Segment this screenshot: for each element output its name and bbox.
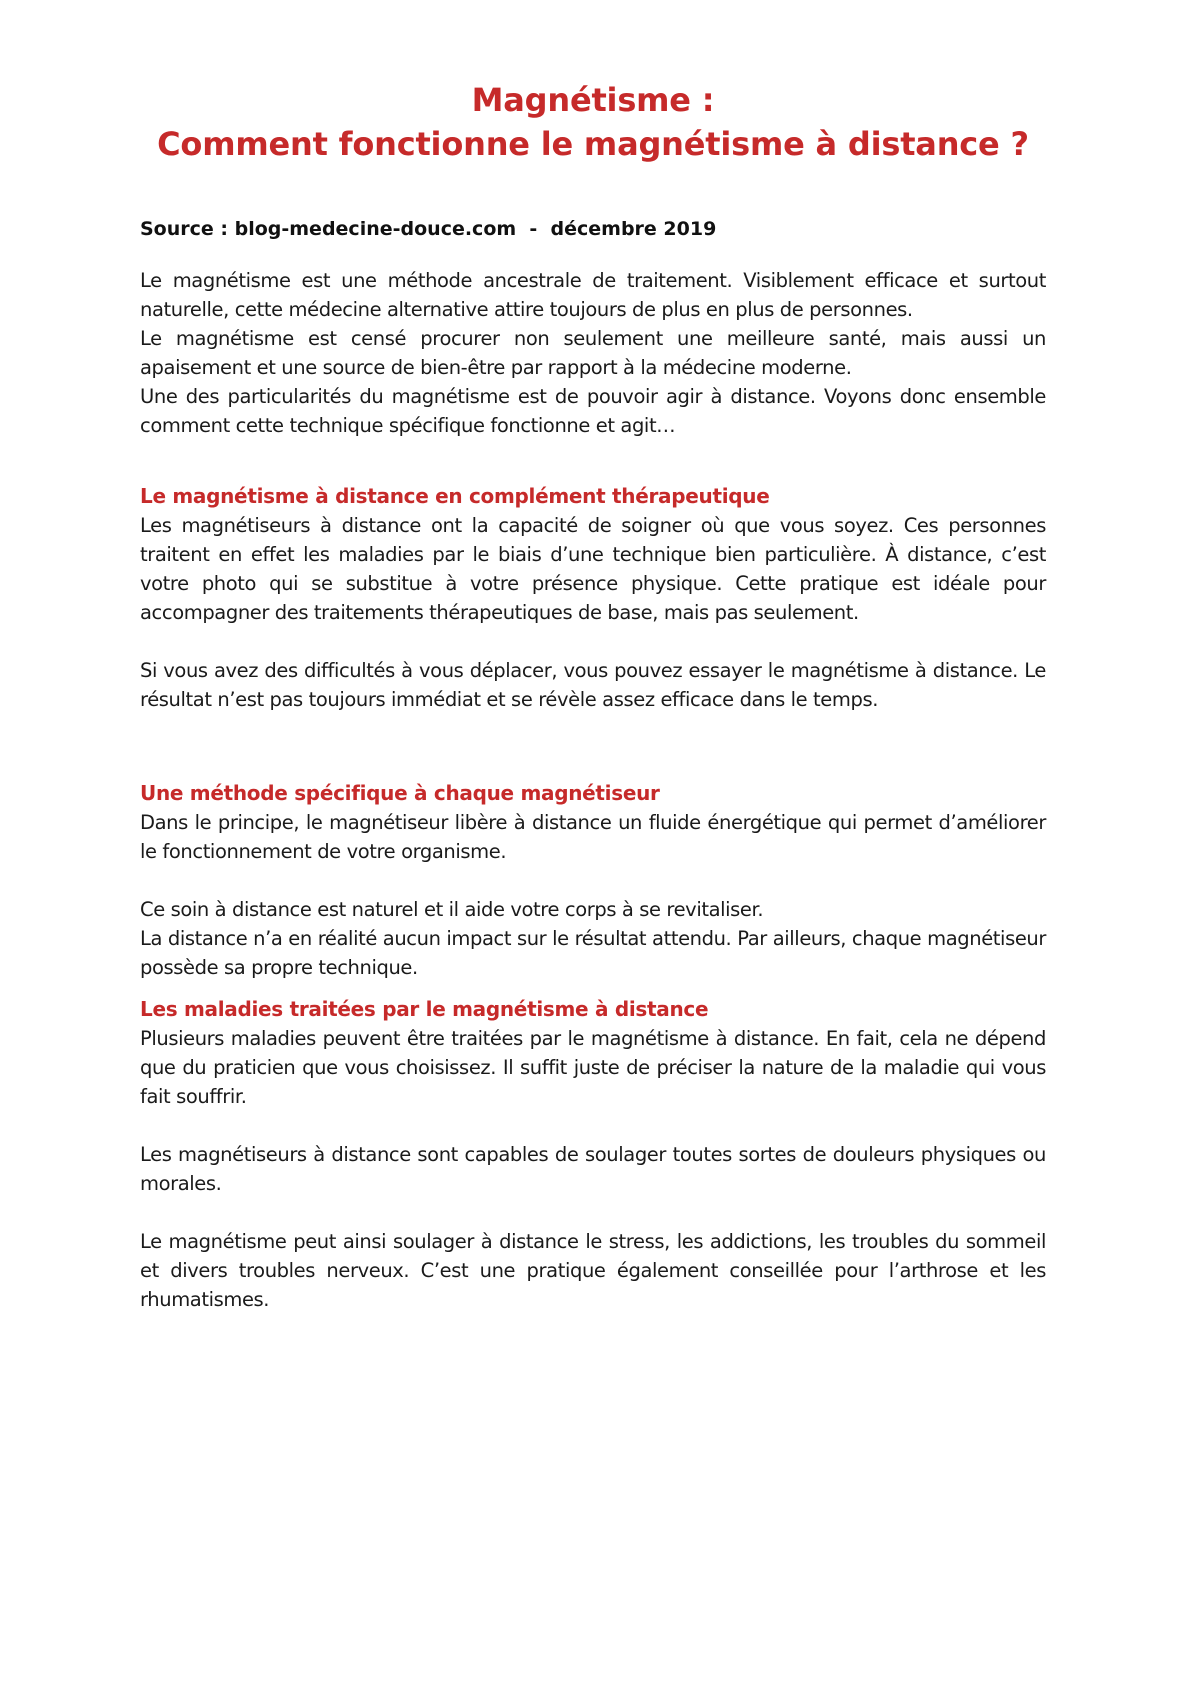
section-complement	[140, 482, 1046, 714]
section-maladies	[140, 995, 1046, 1314]
section-paragraph: Dans le principe, le magnétiseur libère à distance un fluide énergétique qui permet d’améliorer le fonctionnement de votre organisme.	[140, 811, 1046, 863]
section-paragraph: La distance n’a en réalité aucun impact sur le résultat attendu. Par ailleurs, chaque magnétiseur possède sa propre technique.	[140, 927, 1046, 979]
section-paragraph: Les magnétiseurs à distance sont capables de soulager toutes sortes de douleurs physiques ou morales.	[140, 1143, 1046, 1195]
section-paragraph: Si vous avez des difficultés à vous déplacer, vous pouvez essayer le magnétisme à distance. Le résultat n’est pas toujours immédiat et se révèle assez efficace dans le temps.	[140, 659, 1046, 711]
intro-paragraph: Le magnétisme est une méthode ancestrale de traitement. Visiblement efficace et surtout naturelle, cette médecine alternative attire toujours de plus en plus de personnes.	[140, 269, 1046, 321]
section-heading: Les maladies traitées par le magnétisme à distance	[140, 997, 709, 1021]
title-line-2: Comment fonctionne le magnétisme à distance ?	[157, 125, 1029, 163]
intro-block	[140, 266, 1046, 440]
title-line-1: Magnétisme :	[471, 81, 715, 119]
section-paragraph: Ce soin à distance est naturel et il aide votre corps à se revitaliser.	[140, 898, 764, 921]
section-heading: Une méthode spécifique à chaque magnétiseur	[140, 781, 660, 805]
section-paragraph: Plusieurs maladies peuvent être traitées par le magnétisme à distance. En fait, cela ne dépend que du praticien que vous choisissez. Il suffit juste de préciser la nature de la maladie qui vous fait souffrir.	[140, 1027, 1046, 1108]
section-paragraph: Les magnétiseurs à distance ont la capacité de soigner où que vous soyez. Ces personnes traitent en effet les maladies par le biais d’une technique bien particulière. À distance, c’est votre photo qui se substitue à votre présence physique. Cette pratique est idéale pour accompagner des traitements thérapeutiques de base, mais pas seulement.	[140, 514, 1046, 624]
section-paragraph: Le magnétisme peut ainsi soulager à distance le stress, les addictions, les troubles du sommeil et divers troubles nerveux. C’est une pratique également conseillée pour l’arthrose et les rhumatismes.	[140, 1230, 1046, 1311]
intro-paragraph: Une des particularités du magnétisme est de pouvoir agir à distance. Voyons donc ensemble comment cette technique spécifique fonctionne et agit…	[140, 385, 1046, 437]
section-methode	[140, 779, 1046, 982]
document-title	[140, 78, 1046, 166]
source-line: Source : blog-medecine-douce.com - décembre 2019	[140, 218, 717, 240]
intro-paragraph: Le magnétisme est censé procurer non seulement une meilleure santé, mais aussi un apaisement et une source de bien-être par rapport à la médecine moderne.	[140, 327, 1046, 379]
section-heading: Le magnétisme à distance en complément thérapeutique	[140, 484, 770, 508]
